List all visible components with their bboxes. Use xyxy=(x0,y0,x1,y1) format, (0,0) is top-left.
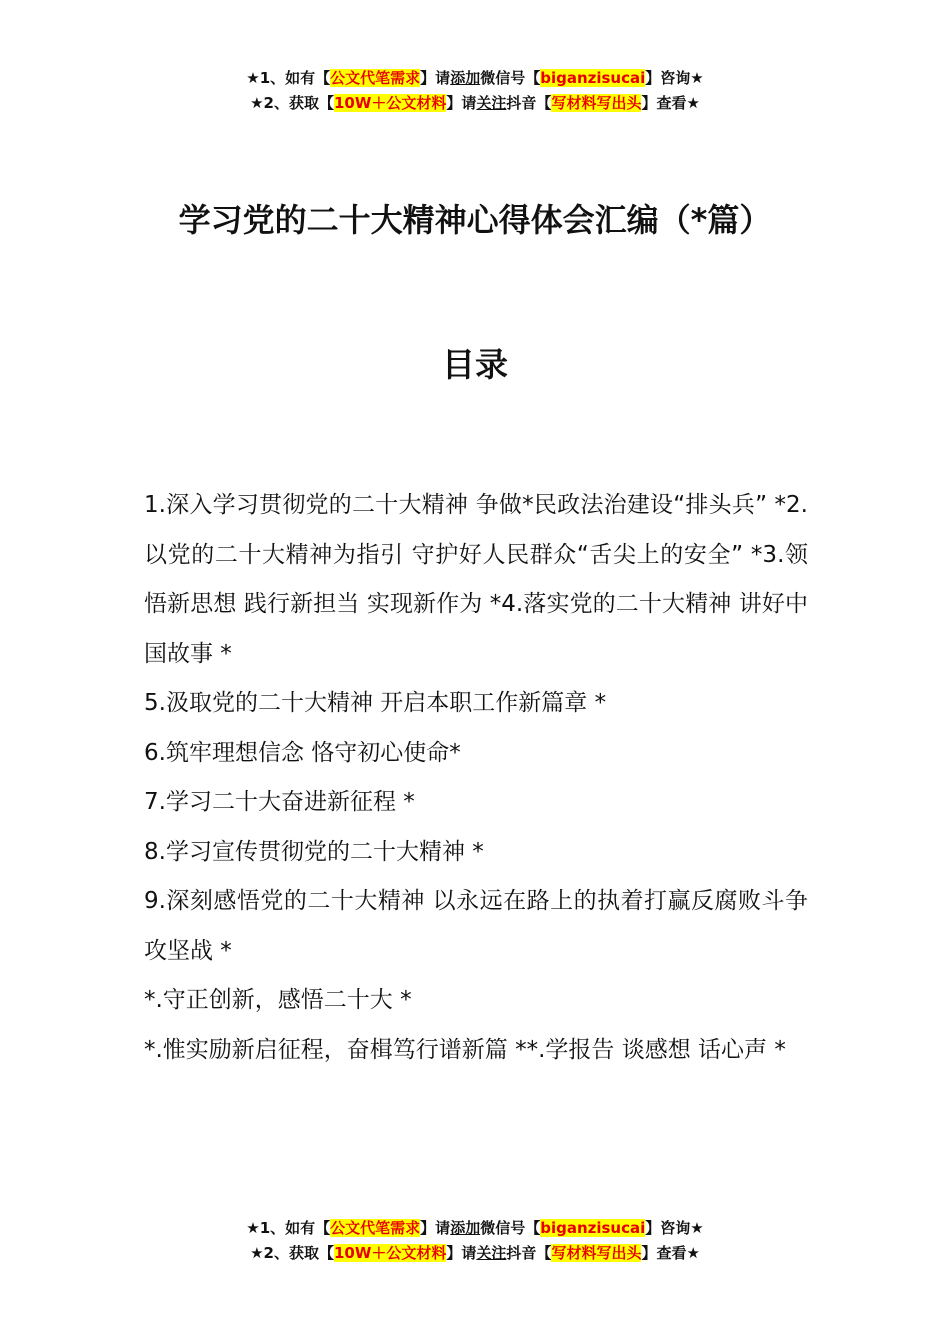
banner-highlight: 写材料写出头 xyxy=(551,94,642,112)
banner-highlight: 10W＋公文材料 xyxy=(333,1244,447,1262)
banner-underlined-text: 添加 xyxy=(450,1219,481,1237)
header-banner xyxy=(0,66,950,116)
banner-line-2 xyxy=(0,1241,950,1266)
banner-highlight: 公文代笔需求 xyxy=(330,1219,421,1237)
banner-text: ★1、如有【 xyxy=(246,1219,331,1237)
toc-entry[interactable]: 5.汲取党的二十大精神 开启本职工作新篇章 * xyxy=(144,690,607,716)
banner-text: 】请 xyxy=(420,69,451,87)
table-of-contents xyxy=(144,481,808,1075)
banner-text: 抖音【 xyxy=(506,94,552,112)
toc-entry[interactable]: *.守正创新，感悟二十大 * xyxy=(144,987,412,1013)
banner-line-2 xyxy=(0,91,950,116)
toc-entry[interactable]: *.惟实励新启征程，奋楫笃行谱新篇 **.学报告 谈感想 话心声 * xyxy=(144,1036,786,1063)
banner-text: 】请 xyxy=(446,1244,477,1262)
toc-entry[interactable]: 1.深入学习贯彻党的二十大精神 争做*民政法治建设“排头兵” *2.以党的二十大精神为指引 守护好人民群众“舌尖上的安全” *3.领悟新思想 践行新担当 实现新作为 *4.落实党的二十大精神 讲好中国故事 * xyxy=(144,492,808,667)
banner-underlined-text: 关注 xyxy=(476,94,507,112)
toc-entry[interactable]: 6.筑牢理想信念 恪守初心使命* xyxy=(144,739,461,766)
banner-text: 微信号【 xyxy=(480,69,541,87)
toc-entry[interactable]: 7.学习二十大奋进新征程 * xyxy=(144,789,415,815)
banner-text: ★2、获取【 xyxy=(250,1244,334,1262)
banner-text: 微信号【 xyxy=(480,1219,541,1237)
banner-text: ★2、获取【 xyxy=(250,94,334,112)
banner-text: 】查看★ xyxy=(641,94,700,112)
toc-entry[interactable]: 8.学习宣传贯彻党的二十大精神 * xyxy=(144,838,484,865)
document-title: 学习党的二十大精神心得体会汇编（*篇） xyxy=(178,201,772,239)
banner-highlight: biganzisucai xyxy=(540,69,646,87)
banner-highlight: 10W＋公文材料 xyxy=(333,94,447,112)
toc-entry[interactable]: 9.深刻感悟党的二十大精神 以永远在路上的执着打赢反腐败斗争攻坚战 * xyxy=(144,888,808,964)
banner-highlight: 写材料写出头 xyxy=(551,1244,642,1262)
banner-underlined-text: 添加 xyxy=(450,69,481,87)
banner-highlight: biganzisucai xyxy=(540,1219,646,1237)
banner-text: 】查看★ xyxy=(641,1244,700,1262)
banner-text: 】请 xyxy=(420,1219,451,1237)
banner-text: ★1、如有【 xyxy=(246,69,331,87)
banner-highlight: 公文代笔需求 xyxy=(330,69,421,87)
banner-text: 抖音【 xyxy=(506,1244,552,1262)
toc-heading: 目录 xyxy=(442,345,508,384)
banner-text: 】咨询★ xyxy=(645,69,704,87)
banner-underlined-text: 关注 xyxy=(476,1244,507,1262)
banner-line-1 xyxy=(0,66,950,91)
banner-text: 】请 xyxy=(446,94,477,112)
banner-text: 】咨询★ xyxy=(645,1219,704,1237)
footer-banner xyxy=(0,1216,950,1266)
banner-line-1 xyxy=(0,1216,950,1241)
